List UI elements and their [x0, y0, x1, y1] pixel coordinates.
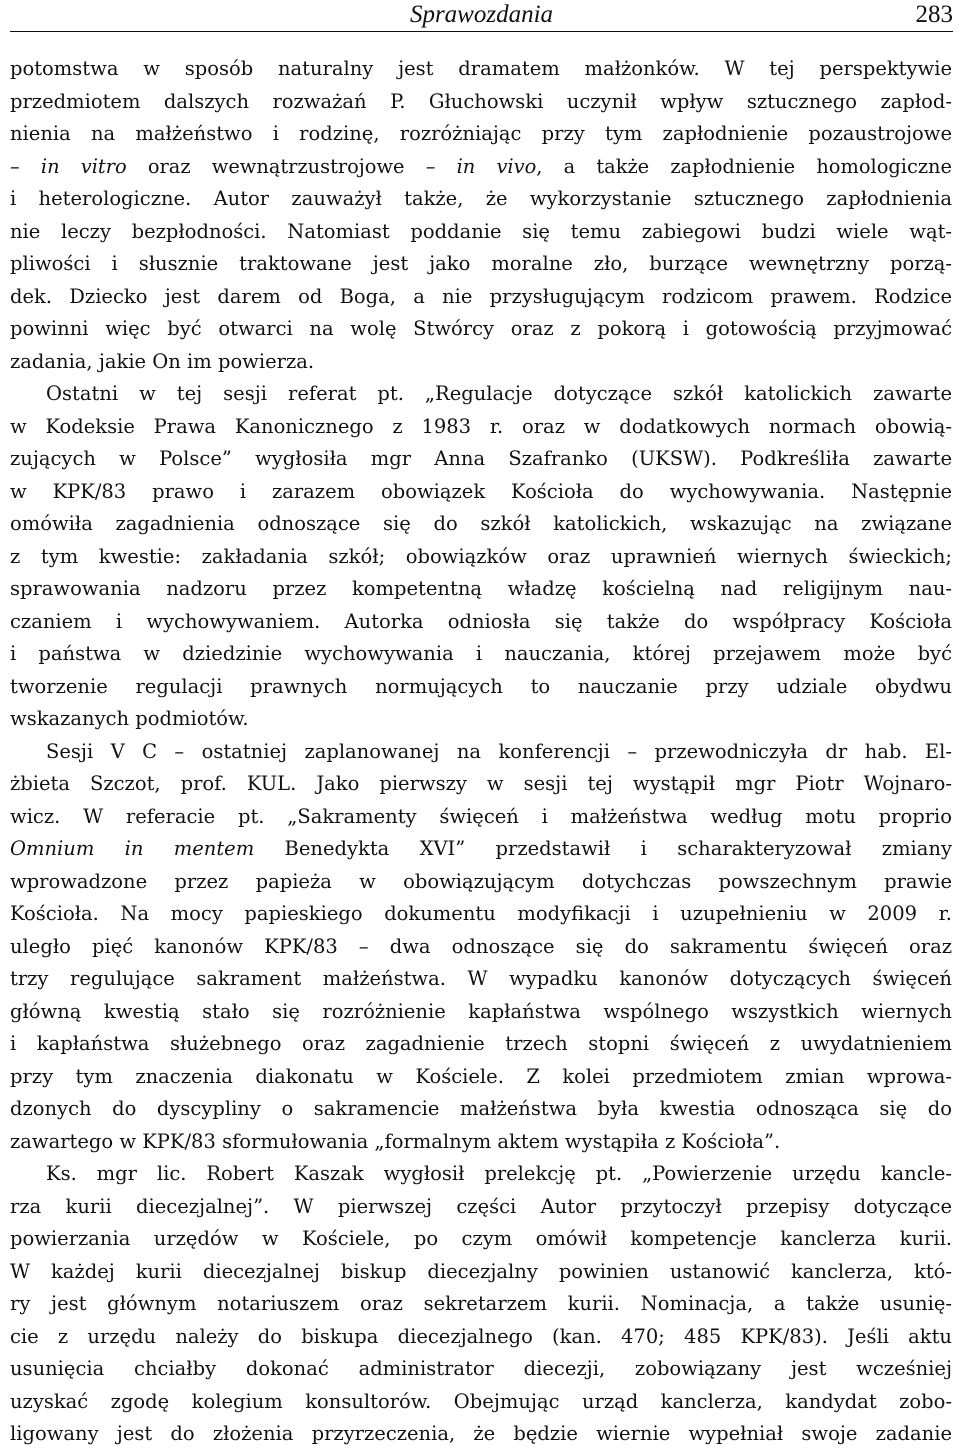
text-segment: powinni więc być otwarci na wolę Stwórcy oraz z pokorą i gotowością przyjmować	[10, 317, 952, 340]
text-segment: powierzania urzędów w Kościele, po czym omówił kompetencje kanclerza kurii.	[10, 1227, 952, 1250]
text-line	[10, 1386, 952, 1419]
text-line	[10, 443, 952, 476]
text-segment: główną kwestią stało się rozróżnienie kapłaństwa wspólnego wszystkich wiernych	[10, 999, 952, 1023]
text-line	[10, 151, 952, 184]
text-segment: przy tym znaczenia diakonatu w Kościele. Z kolei przedmiotem zmian wprowa-	[10, 1064, 952, 1088]
text-segment: uzyskać zgodę kolegium konsultorów. Obejmując urząd kanclerza, kandydat zobo-	[10, 1389, 952, 1413]
text-line	[10, 476, 952, 509]
text-line	[10, 86, 952, 119]
text-segment: wskazanych podmiotów.	[10, 707, 249, 730]
text-segment: Kościoła. Na mocy papieskiego dokumentu modyfikacji i uzupełnieniu w 2009 r.	[10, 902, 952, 925]
text-line	[10, 346, 952, 379]
text-line	[10, 1288, 952, 1321]
text-segment: zawartego w KPK/83 sformułowania „formalnym aktem wystąpiła z Kościoła”.	[10, 1129, 781, 1153]
text-line	[10, 508, 952, 541]
text-segment: zadania, jakie On im powierza.	[10, 349, 315, 373]
text-segment: nie leczy bezpłodności. Natomiast poddanie się temu zabiegowi budzi wiele wąt-	[10, 219, 952, 243]
text-line	[10, 541, 952, 574]
text-line	[10, 768, 952, 801]
text-line	[10, 118, 952, 151]
text-segment: i heterologiczne. Autor zauważył także, że wykorzystanie sztucznego zapłodnienia	[10, 187, 952, 210]
text-segment: uległo pięć kanonów KPK/83 – dwa odnoszące się do sakramentu święceń oraz	[10, 934, 952, 958]
text-segment: nienia na małżeństwo i rodzinę, rozróżniając przy tym zapłodnienie pozaustrojowe	[10, 122, 952, 145]
text-line	[10, 216, 952, 249]
text-segment: , a także zapłodnienie homologiczne	[536, 154, 952, 178]
italic-text: in vitro	[40, 154, 127, 178]
text-line	[10, 1093, 952, 1126]
text-segment: w KPK/83 prawo i zarazem obowiązek Kościoła do wychowywania. Następnie	[10, 479, 952, 503]
text-segment: W każdej kurii diecezjalnej biskup diecezjalny powinien ustanowić kanclerza, któ-	[10, 1259, 952, 1283]
text-segment: w Kodeksie Prawa Kanonicznego z 1983 r. oraz w dodatkowych normach obowią-	[10, 414, 952, 438]
text-segment: rza kurii diecezjalnej”. W pierwszej części Autor przytoczył przepisy dotyczące	[10, 1194, 952, 1218]
section-title: Sprawozdania	[409, 1, 554, 28]
text-line	[10, 183, 952, 216]
body-text	[10, 53, 952, 1451]
text-line	[10, 866, 952, 899]
text-line	[10, 1321, 952, 1354]
text-segment: potomstwa w sposób naturalny jest dramatem małżonków. W tej perspektywie	[10, 57, 952, 80]
text-segment: i państwa w dziedzinie wychowywania i nauczania, której przejawem może być	[10, 642, 952, 665]
text-line	[10, 1126, 952, 1159]
text-segment: usunięcia chciałby dokonać administrator diecezji, zobowiązany jest wcześniej	[10, 1357, 952, 1380]
text-line	[10, 53, 952, 86]
italic-text: Omnium in mentem	[10, 837, 255, 860]
italic-text: in vivo	[456, 154, 537, 178]
running-header	[10, 0, 953, 32]
page-number: 283	[915, 1, 953, 28]
text-line	[10, 378, 952, 411]
text-segment: omówiła zagadnienia odnoszące się do szkół katolickich, wskazując na związane	[10, 512, 952, 535]
text-line	[10, 281, 952, 314]
text-segment: sprawowania nadzoru przez kompetentną władzę kościelną nad religijnym nau-	[10, 577, 952, 600]
text-segment: dek. Dziecko jest darem od Boga, a nie przysługującym rodzicom prawem. Rodzice	[10, 284, 952, 308]
text-segment: przedmiotem dalszych rozważań P. Głuchowski uczynił wpływ sztucznego zapłod-	[10, 89, 952, 113]
text-segment: dzonych do dyscypliny o sakramencie małżeństwa była kwestia odnosząca się do	[10, 1097, 952, 1120]
text-line	[10, 833, 952, 866]
text-segment: ligowany jest do złożenia przyrzeczenia, że będzie wiernie wypełniał swoje zadanie	[10, 1422, 952, 1445]
text-segment: –	[10, 154, 41, 178]
text-line	[10, 1191, 952, 1224]
text-line	[10, 313, 952, 346]
text-segment: żbieta Szczot, prof. KUL. Jako pierwszy w sesji tej wystąpił mgr Piotr Wojnaro-	[10, 772, 952, 795]
text-line	[10, 671, 952, 704]
text-line	[10, 573, 952, 606]
header-rule	[10, 31, 953, 32]
text-line	[10, 963, 952, 996]
text-segment: pliwości i słusznie traktowane jest jako moralne zło, burzące wewnętrzny porzą-	[10, 252, 952, 275]
text-line	[10, 1158, 952, 1191]
text-line	[10, 248, 952, 281]
text-line	[10, 801, 952, 834]
text-line	[10, 606, 952, 639]
text-segment: tworzenie regulacji prawnych normujących to nauczanie przy udziale obydwu	[10, 674, 952, 698]
text-segment: cie z urzędu należy do biskupa diecezjalnego (kan. 470; 485 KPK/83). Jeśli aktu	[10, 1324, 952, 1348]
text-segment: wicz. W referacie pt. „Sakramenty święceń i małżeństwa według motu proprio	[10, 804, 952, 828]
text-line	[10, 1223, 952, 1256]
text-line	[10, 1028, 952, 1061]
text-segment: oraz wewnątrzustrojowe –	[126, 154, 457, 178]
text-line	[10, 996, 952, 1029]
text-line	[10, 1256, 952, 1289]
text-segment: wprowadzone przez papieża w obowiązującym dotychczas powszechnym prawie	[10, 869, 952, 893]
text-segment: trzy regulujące sakrament małżeństwa. W wypadku kanonów dotyczących święceń	[10, 967, 952, 990]
text-segment: Ks. mgr lic. Robert Kaszak wygłosił prelekcję pt. „Powierzenie urzędu kancle-	[46, 1162, 952, 1185]
text-segment: zujących w Polsce” wygłosiła mgr Anna Szafranko (UKSW). Podkreśliła zawarte	[10, 447, 952, 470]
text-line	[10, 703, 952, 736]
text-segment: czaniem i wychowywaniem. Autorka odniosła się także do współpracy Kościoła	[10, 609, 952, 633]
text-segment: z tym kwestie: zakładania szkół; obowiązków oraz uprawnień wiernych świeckich;	[10, 544, 952, 568]
text-segment: ry jest głównym notariuszem oraz sekretarzem kurii. Nominacja, a także usunię-	[10, 1292, 952, 1315]
text-line	[10, 1061, 952, 1094]
text-segment: Sesji V C – ostatniej zaplanowanej na konferencji – przewodniczyła dr hab. El-	[46, 739, 952, 763]
text-line	[10, 1353, 952, 1386]
text-line	[10, 898, 952, 931]
text-line	[10, 411, 952, 444]
text-line	[10, 638, 952, 671]
text-line	[10, 736, 952, 769]
text-segment: Ostatni w tej sesji referat pt. „Regulacje dotyczące szkół katolickich zawarte	[46, 382, 952, 405]
text-line	[10, 1418, 952, 1451]
text-segment: i kapłaństwa służebnego oraz zagadnienie trzech stopni święceń z uwydatnieniem	[10, 1032, 952, 1055]
text-segment: Benedykta XVI” przedstawił i scharakteryzował zmiany	[254, 837, 952, 860]
text-line	[10, 931, 952, 964]
